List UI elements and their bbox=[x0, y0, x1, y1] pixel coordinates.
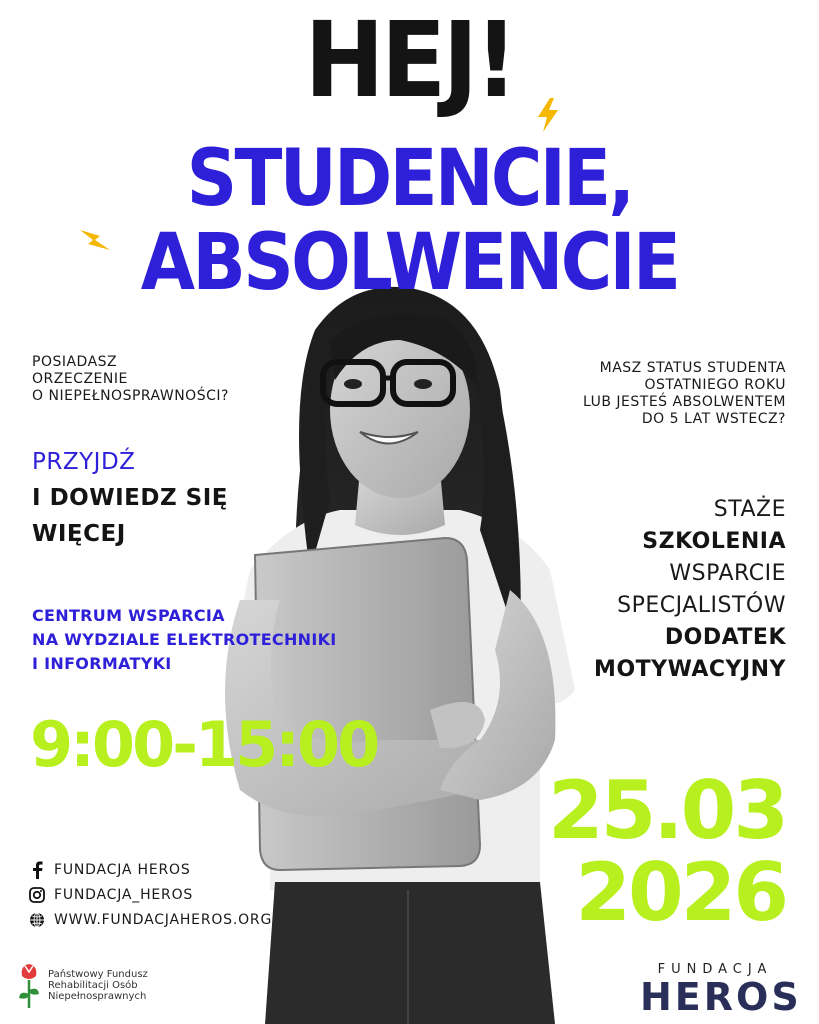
facebook-link[interactable]: FUNDACJA HEROS bbox=[28, 857, 272, 882]
heros-logo-top: FUNDACJA bbox=[657, 962, 773, 977]
pfron-text: Państwowy Fundusz Rehabilitacji Osób Niepełnosprawnych bbox=[48, 968, 148, 1002]
lightning-bolt-icon bbox=[80, 226, 110, 254]
instagram-icon bbox=[28, 886, 46, 904]
cta-block bbox=[32, 444, 228, 552]
facebook-icon bbox=[28, 861, 46, 879]
cta-line1: PRZYJDŹ bbox=[32, 449, 136, 475]
globe-icon bbox=[28, 911, 46, 929]
instagram-link[interactable]: FUNDACJA_HEROS bbox=[28, 882, 272, 907]
event-date-year: 2026 bbox=[575, 846, 786, 939]
offer-specjalistow: SPECJALISTÓW bbox=[617, 593, 786, 618]
location-block: CENTRUM WSPARCIA NA WYDZIALE ELEKTROTECHNIKI I INFORMATYKI bbox=[32, 606, 337, 673]
event-time: 9:00-15:00 bbox=[30, 708, 378, 781]
headline-studencie: STUDENCIE, bbox=[186, 134, 633, 224]
headline-hej: HEJ! bbox=[304, 0, 515, 121]
pfron-flower-logo bbox=[16, 960, 42, 1010]
offer-dodatek: DODATEK bbox=[664, 625, 786, 650]
offers-list bbox=[594, 494, 786, 686]
headline-absolwencie: ABSOLWENCIE bbox=[140, 218, 679, 308]
offer-motywacyjny: MOTYWACYJNY bbox=[594, 657, 786, 682]
event-date bbox=[547, 764, 786, 939]
cta-line3: WIĘCEJ bbox=[32, 521, 126, 547]
cta-line2: I DOWIEDZ SIĘ bbox=[32, 485, 228, 511]
offer-szkolenia: SZKOLENIA bbox=[642, 529, 786, 554]
pfron-logo bbox=[16, 960, 148, 1010]
heros-logo-bottom: HEROS bbox=[640, 975, 802, 1019]
heros-logo bbox=[640, 962, 802, 1019]
offer-staze: STAŻE bbox=[713, 497, 786, 522]
question-left: POSIADASZ ORZECZENIE O NIEPEŁNOSPRAWNOŚCI? bbox=[32, 354, 229, 404]
website-link[interactable]: WWW.FUNDACJAHEROS.ORG bbox=[28, 907, 272, 932]
event-date-daymonth: 25.03 bbox=[547, 764, 786, 857]
offer-wsparcie: WSPARCIE bbox=[669, 561, 786, 586]
lightning-bolt-icon bbox=[536, 98, 560, 132]
social-links bbox=[28, 857, 272, 932]
question-right: MASZ STATUS STUDENTA OSTATNIEGO ROKU LUB JESTEŚ ABSOLWENTEM DO 5 LAT WSTECZ? bbox=[583, 360, 786, 427]
